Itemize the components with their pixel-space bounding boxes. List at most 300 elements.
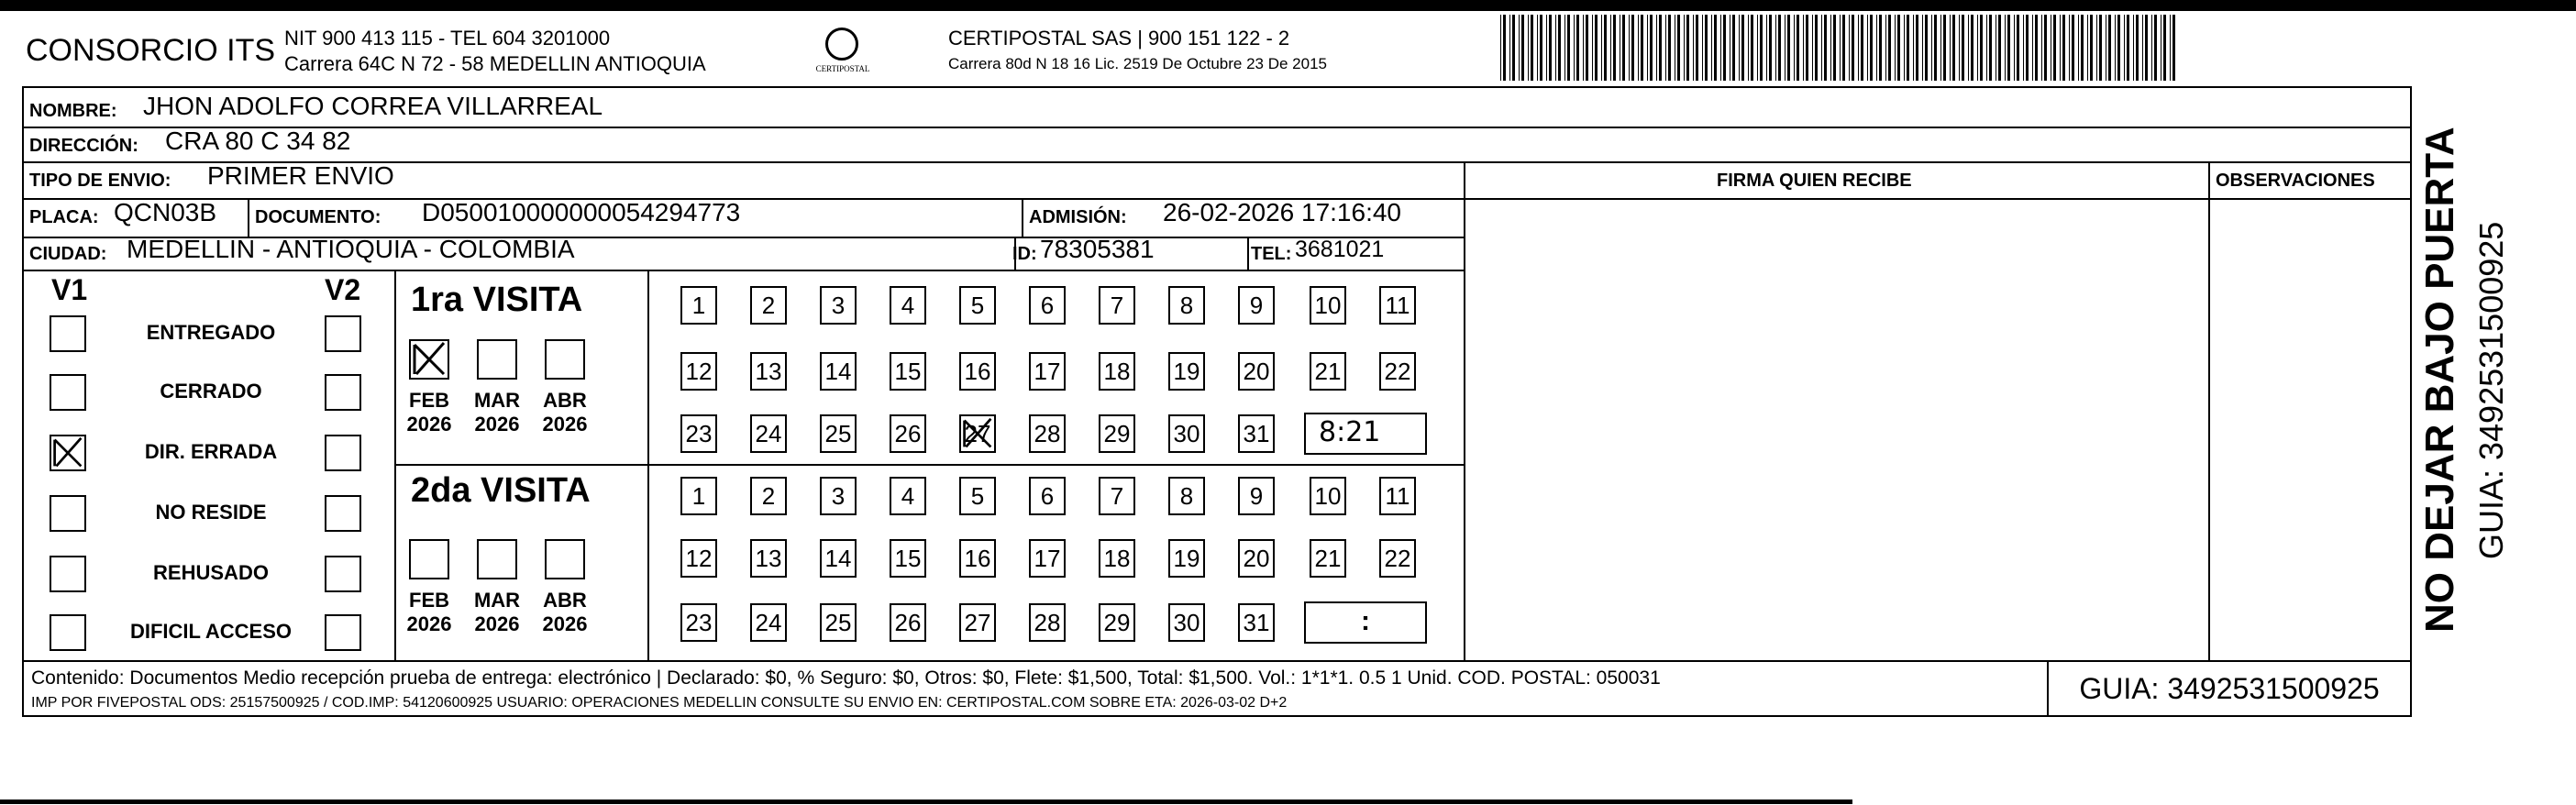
barcode-bar [2096,15,2097,81]
carrier-name: CERTIPOSTAL SAS | 900 151 122 - 2 [948,27,1290,50]
barcode-bar [1812,15,1813,81]
barcode-bar [1668,15,1671,81]
barcode-bar [1797,15,1799,81]
second-visit-day-box[interactable] [1238,539,1275,578]
barcode-bar [1977,15,1978,81]
barcode-bar [1971,15,1973,81]
barcode-bar [2136,15,2139,81]
nombre-value: JHON ADOLFO CORREA VILLARREAL [143,92,603,120]
barcode-bar [2060,15,2061,81]
company-address: Carrera 64C N 72 - 58 MEDELLIN ANTIOQUIA [284,52,706,75]
barcode-bar [2151,15,2152,81]
first-visit-day-box[interactable] [959,352,996,391]
barcode-bar [1732,15,1735,81]
barcode-bar [1815,15,1818,81]
barcode-bar [1546,15,1547,81]
first-visit-day-number: 3 [831,292,846,319]
second-visit-day-number: 19 [1173,545,1200,572]
barcode-bar [1528,15,1529,81]
first-visit-day-box[interactable] [959,286,996,325]
second-visit-day-box[interactable] [750,477,787,515]
barcode-bar [2124,15,2125,81]
first-visit-day-box[interactable] [890,286,926,325]
first-visit-day-box[interactable] [1029,286,1066,325]
second-visit-month-checkbox[interactable] [477,539,517,579]
second-visit-day-box[interactable] [959,603,996,642]
barcode-bar [1922,15,1923,81]
ciudad-value: MEDELLIN - ANTIOQUIA - COLOMBIA [127,235,575,263]
id-label: ID: [1012,244,1037,264]
second-visit-day-box[interactable] [820,539,857,578]
barcode-bar [1925,15,1928,81]
top-border [0,0,2576,11]
first-visit-day-box[interactable] [890,414,926,453]
v2-checkbox[interactable] [325,556,361,592]
barcode-bar [1879,15,1882,81]
v1-checkbox[interactable] [50,614,86,651]
first-visit-month-checkbox[interactable] [545,339,585,380]
first-visit-day-box[interactable] [1238,286,1275,325]
first-visit-day-box[interactable] [1168,286,1205,325]
second-visit-day-box[interactable] [1168,603,1205,642]
second-visit-day-number: 16 [964,545,991,572]
barcode-bar [1723,15,1726,81]
barcode-bar [2145,15,2148,81]
second-visit-day-box[interactable] [680,603,717,642]
first-visit-day-box[interactable] [1099,352,1135,391]
direccion-value: CRA 80 C 34 82 [165,127,351,155]
barcode-bar [2007,15,2010,81]
first-visit-day-number: 10 [1314,292,1342,319]
first-visit-time-handwritten: 8:21 [1319,416,1381,448]
barcode-bar [1833,15,1836,81]
ciudad-label: CIUDAD: [29,244,107,264]
second-visit-day-box[interactable] [1099,539,1135,578]
barcode-bar [1641,15,1643,81]
first-visit-day-number: 15 [894,358,922,385]
first-visit-day-box[interactable] [1168,414,1205,453]
barcode-bar [2062,15,2065,81]
barcode-bar [2163,15,2166,81]
barcode-bar [1986,15,1987,81]
second-visit-day-box[interactable] [890,539,926,578]
observaciones-label: OBSERVACIONES [2216,171,2375,191]
barcode-bar [1741,15,1744,81]
barcode-bar [1821,15,1822,81]
barcode-bar [1775,15,1776,81]
barcode-bar [2087,15,2088,81]
barcode-bar [2081,15,2084,81]
barcode-bar [1576,15,1579,81]
barcode-bar [1509,15,1510,81]
first-visit-day-number: 24 [755,420,782,447]
first-visit-day-box[interactable] [750,286,787,325]
first-visit-day-box[interactable] [1310,286,1346,325]
second-visit-day-box[interactable] [890,603,926,642]
first-visit-day-number: 21 [1314,358,1342,385]
second-visit-day-number: 17 [1034,545,1061,572]
first-visit-day-box[interactable] [820,352,857,391]
barcode-bar [1659,15,1662,81]
first-visit-day-number: 30 [1173,420,1200,447]
placa-value: QCN03B [114,198,217,226]
barcode-bar [2108,15,2111,81]
second-visit-day-number: 4 [901,482,915,510]
first-visit-day-number: 27 [964,420,991,447]
barcode-bar [1601,15,1602,81]
nombre-label: NOMBRE: [29,101,117,121]
barcode-bar [1500,15,1501,81]
tipo-envio-label: TIPO DE ENVIO: [29,171,171,191]
first-visit-month-checkbox[interactable] [409,339,449,380]
first-visit-day-number: 17 [1034,358,1061,385]
barcode-bar [1824,15,1827,81]
barcode-bar [2142,15,2143,81]
second-visit-day-number: 26 [894,609,922,636]
admision-label: ADMISIÓN: [1029,207,1127,227]
second-visit-day-box[interactable] [820,603,857,642]
status-option-label: DIR. ERRADA [144,440,278,463]
v1-checkbox[interactable] [50,556,86,592]
barcode-bar [1693,15,1694,81]
barcode-bar [1564,15,1565,81]
second-visit-day-box[interactable] [1029,539,1066,578]
first-visit-day-box[interactable] [750,414,787,453]
second-visit-day-box[interactable] [1099,477,1135,515]
first-visit-day-number: 7 [1110,292,1124,319]
first-visit-day-box[interactable] [1379,352,1416,391]
second-visit-day-number: 8 [1179,482,1194,510]
direccion-label: DIRECCIÓN: [29,136,138,156]
first-visit-day-number: 14 [824,358,852,385]
barcode-bar [1888,15,1891,81]
barcode-bar [1583,15,1584,81]
barcode-bar [1622,15,1625,81]
second-visit-day-box[interactable] [1029,603,1066,642]
barcode-bar [2072,15,2074,81]
barcode-bar [2069,15,2070,81]
barcode-bar [1778,15,1781,81]
barcode-bar [1537,15,1538,81]
barcode-bar [2117,15,2120,81]
second-visit-day-number: 13 [755,545,782,572]
second-visit-day-number: 20 [1243,545,1270,572]
barcode-bar [1806,15,1808,81]
barcode-bar [2017,15,2019,81]
first-visit-day-number: 22 [1384,358,1411,385]
barcode-bar [1696,15,1698,81]
second-visit-day-box[interactable] [1238,477,1275,515]
first-visit-day-number: 20 [1243,358,1270,385]
second-visit-day-number: 21 [1314,545,1342,572]
first-visit-day-number: 13 [755,358,782,385]
company-name: CONSORCIO ITS [26,33,276,68]
second-visit-day-box[interactable] [1238,603,1275,642]
second-visit-day-number: 1 [691,482,706,510]
second-visit-day-number: 11 [1385,482,1410,510]
status-option-label: ENTREGADO [146,321,276,344]
first-visit-month-label: FEB 2026 [406,389,452,436]
barcode-bar [1895,15,1896,81]
barcode-bar [1830,15,1831,81]
x-mark-icon [961,416,994,451]
barcode-bar [1968,15,1969,81]
barcode-bar [1604,15,1607,81]
second-visit-month-checkbox[interactable] [545,539,585,579]
second-visit-day-box[interactable] [750,539,787,578]
second-visit-day-number: 27 [964,609,991,636]
first-visit-day-number: 2 [761,292,776,319]
barcode-bar [2133,15,2134,81]
barcode-bar [1638,15,1639,81]
barcode-bar [1989,15,1992,81]
second-visit-day-box[interactable] [890,477,926,515]
documento-value: D050010000000054294773 [422,198,741,226]
second-visit-month-label: FEB 2026 [406,589,452,635]
barcode-bar [1897,15,1900,81]
company-nit: NIT 900 413 115 - TEL 604 3201000 [284,27,611,50]
v2-checkbox[interactable] [325,614,361,651]
barcode-bar [1555,15,1556,81]
barcode-bar [1714,15,1717,81]
x-mark-icon [411,341,448,378]
barcode-bar [2115,15,2116,81]
first-visit-day-box[interactable] [959,414,996,453]
barcode-bar [1785,15,1786,81]
barcode-bar [1586,15,1588,81]
barcode-bar [1885,15,1886,81]
company-info [284,26,706,77]
tipo-envio-value: PRIMER ENVIO [207,161,394,190]
barcode-bar [1794,15,1795,81]
status-option-label: NO RESIDE [155,501,267,524]
first-visit-day-box[interactable] [1099,414,1135,453]
barcode-bar [1934,15,1937,81]
first-visit-day-number: 1 [691,292,706,319]
first-visit-day-box[interactable] [1029,352,1066,391]
first-visit-day-box[interactable] [820,414,857,453]
status-option-label: CERRADO [160,380,262,402]
first-visit-day-number: 8 [1179,292,1194,319]
first-visit-day-box[interactable] [680,352,717,391]
barcode-bar [1858,15,1859,81]
barcode-bar [1876,15,1877,81]
v2-checkbox[interactable] [325,495,361,532]
first-visit-day-number: 6 [1040,292,1055,319]
barcode-bar [1665,15,1666,81]
second-visit-day-box[interactable] [1310,539,1346,578]
first-visit-day-box[interactable] [1379,286,1416,325]
barcode-bar [1702,15,1703,81]
first-visit-day-number: 25 [824,420,852,447]
v1-checkbox[interactable] [50,495,86,532]
status-option-label: DIFICIL ACCESO [129,620,292,643]
first-visit-day-box[interactable] [1310,352,1346,391]
barcode-bar [1613,15,1616,81]
second-visit-day-number: 7 [1110,482,1124,510]
status-option-label: REHUSADO [153,561,269,584]
barcode-bar [2014,15,2015,81]
first-visit-day-box[interactable] [680,414,717,453]
v2-checkbox[interactable] [325,435,361,471]
barcode-bar [2170,15,2171,81]
tel-value: 3681021 [1295,237,1385,262]
v1-checkbox[interactable] [50,435,86,471]
second-visit-day-box[interactable] [1310,477,1346,515]
second-visit-day-box[interactable] [959,477,996,515]
v1-checkbox[interactable] [50,374,86,411]
footer-contenido: Contenido: Documentos Medio recepción prueba de entrega: electrónico | Declarado: $0, % Seguro: $0, Otros: $0, Flete: $1,500, Total: $1,500. Vol.: 1*1*1. 0.5 1 Unid. COD. POSTAL: 050031 [31,667,1661,689]
second-visit-month-checkbox[interactable] [409,539,449,579]
barcode-bar [1943,15,1946,81]
second-visit-day-box[interactable] [1099,603,1135,642]
carrier-address: Carrera 80d N 18 16 Lic. 2519 De Octubre 23 De 2015 [948,55,1327,72]
second-visit-day-box[interactable] [1029,477,1066,515]
barcode-bar [1503,15,1506,81]
admision-value: 26-02-2026 17:16:40 [1163,198,1401,226]
barcode-bar [1540,15,1542,81]
second-visit-month-label: ABR 2026 [542,589,588,635]
barcode-bar [1952,15,1955,81]
second-visit-day-number: 9 [1249,482,1264,510]
barcode-bar [1787,15,1790,81]
second-visit-day-box[interactable] [959,539,996,578]
first-visit-day-number: 19 [1173,358,1200,385]
second-visit-month-label: MAR 2026 [473,589,521,635]
v2-checkbox[interactable] [325,315,361,352]
second-visit-day-number: 24 [755,609,782,636]
barcode-bar [1629,15,1630,81]
second-visit-day-box[interactable] [680,539,717,578]
first-visit-day-box[interactable] [1168,352,1205,391]
first-visit-day-box[interactable] [1238,414,1275,453]
second-visit-day-box[interactable] [820,477,857,515]
barcode-bar [1549,15,1552,81]
first-visit-day-number: 31 [1243,420,1270,447]
barcode-bar [1751,15,1753,81]
first-visit-time-box[interactable] [1304,413,1427,455]
barcode-bar [2053,15,2056,81]
barcode-bar [1595,15,1598,81]
v1-header: V1 [51,273,88,306]
barcode-bar [1705,15,1708,81]
barcode-bar [1610,15,1611,81]
first-visit-day-number: 12 [685,358,713,385]
barcode-bar [1916,15,1918,81]
barcode-bar [2127,15,2129,81]
second-visit-day-number: 6 [1040,482,1055,510]
side-warning: NO DEJAR BAJO PUERTA [2417,127,2462,633]
second-visit-day-box[interactable] [1168,539,1205,578]
barcode-bar [1558,15,1561,81]
first-visit-day-number: 5 [970,292,985,319]
second-visit-day-number: 23 [685,609,713,636]
second-visit-time-box[interactable]: : [1304,601,1427,644]
second-visit-day-box[interactable] [680,477,717,515]
barcode-bar [2172,15,2175,81]
barcode-bar [1592,15,1593,81]
barcode-bar [1650,15,1653,81]
barcode-bar [1840,15,1841,81]
second-visit-day-number: 31 [1243,609,1270,636]
first-visit-day-number: 28 [1034,420,1061,447]
first-visit-day-box[interactable] [750,352,787,391]
first-visit-day-box[interactable] [1099,286,1135,325]
barcode-bar [1769,15,1772,81]
firma-label: FIRMA QUIEN RECIBE [1717,171,1912,191]
first-visit-day-box[interactable] [680,286,717,325]
barcode-bar [2099,15,2102,81]
barcode-bar [1931,15,1932,81]
first-visit-day-box[interactable] [890,352,926,391]
v2-header: V2 [325,273,361,306]
barcode-bar [2023,15,2024,81]
barcode-bar [2032,15,2033,81]
second-visit-day-number: 22 [1384,545,1411,572]
barcode-bar [1962,15,1964,81]
barcode-bar [2041,15,2042,81]
second-visit-day-number: 30 [1173,609,1200,636]
second-visit-day-number: 25 [824,609,852,636]
barcode-bar [2026,15,2029,81]
barcode-bar [2044,15,2047,81]
barcode [1500,15,2179,81]
first-visit-day-number: 9 [1249,292,1264,319]
second-visit-title: 2da VISITA [411,471,591,510]
barcode-bar [1574,15,1575,81]
guia-box: GUIA: 3492531500925 [2047,660,2412,717]
first-visit-day-box[interactable] [1029,414,1066,453]
first-visit-day-number: 26 [894,420,922,447]
v1-checkbox[interactable] [50,315,86,352]
barcode-bar [1684,15,1685,81]
documento-label: DOCUMENTO: [255,207,381,227]
id-value: 78305381 [1040,235,1155,263]
certipostal-logo [811,24,875,84]
barcode-bar [1998,15,2001,81]
barcode-bar [1677,15,1680,81]
x-mark-icon [51,436,84,469]
second-visit-day-box[interactable] [1379,477,1416,515]
barcode-bar [1757,15,1758,81]
second-visit-day-number: 2 [761,482,776,510]
second-visit-day-box[interactable] [1379,539,1416,578]
carrier-info [948,26,1327,77]
barcode-bar [1531,15,1533,81]
first-visit-day-number: 16 [964,358,991,385]
first-visit-title: 1ra VISITA [411,281,583,319]
barcode-bar [1849,15,1850,81]
first-visit-day-box[interactable] [1238,352,1275,391]
logo-text: CERTIPOSTAL [815,64,870,73]
second-visit-day-box[interactable] [750,603,787,642]
first-visit-month-checkbox[interactable] [477,339,517,380]
barcode-bar [1631,15,1634,81]
barcode-bar [1567,15,1570,81]
placa-label: PLACA: [29,207,99,227]
v2-checkbox[interactable] [325,374,361,411]
barcode-bar [1686,15,1689,81]
first-visit-day-box[interactable] [820,286,857,325]
barcode-bar [1959,15,1960,81]
bottom-border [0,799,1852,804]
second-visit-day-number: 10 [1314,482,1342,510]
barcode-bar [1852,15,1854,81]
second-visit-day-box[interactable] [1168,477,1205,515]
barcode-bar [2035,15,2038,81]
first-visit-day-number: 23 [685,420,713,447]
first-visit-day-number: 4 [901,292,915,319]
